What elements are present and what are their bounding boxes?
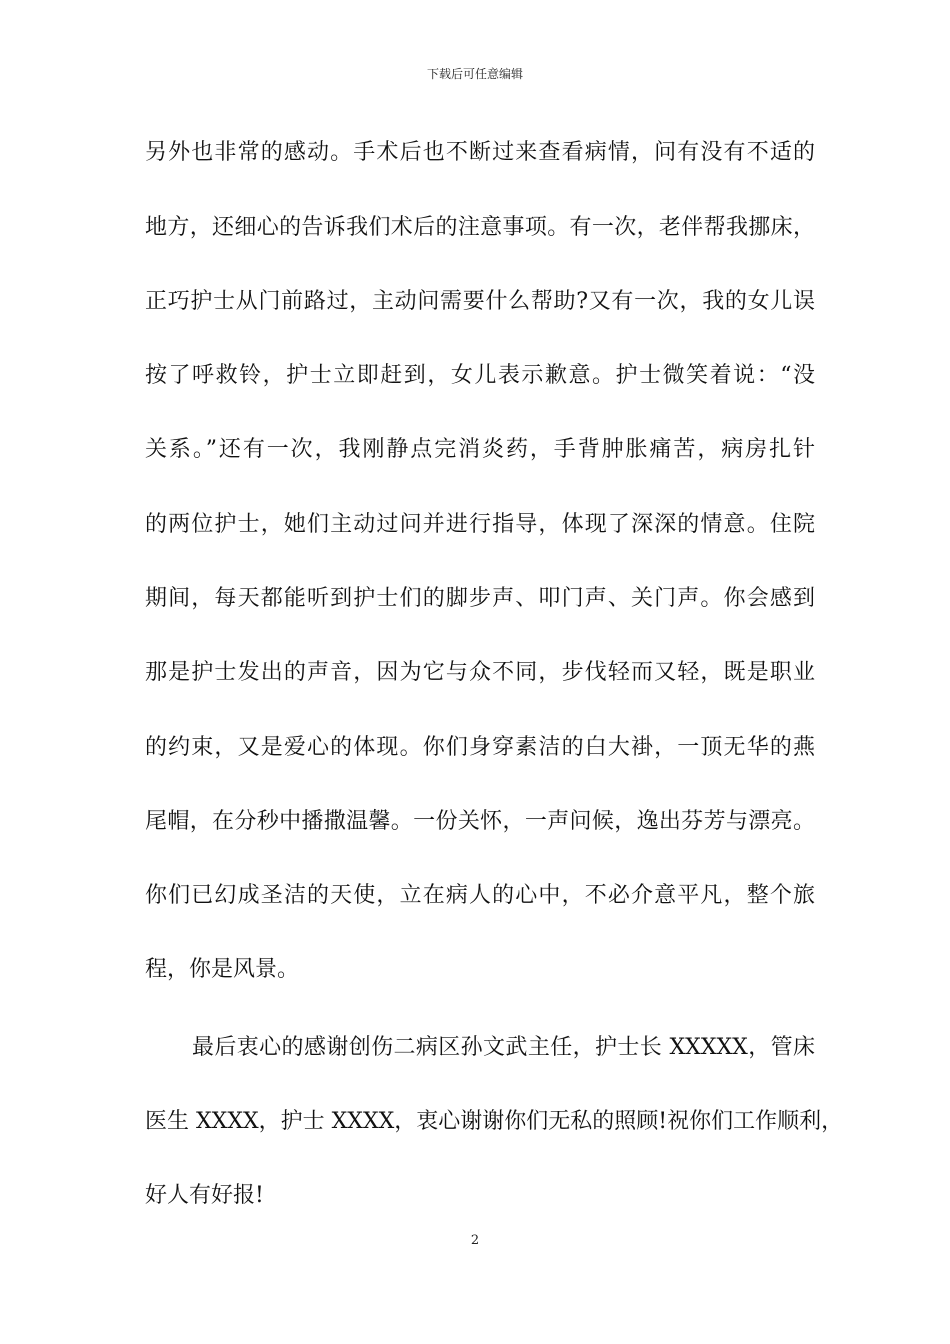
page-number: 2 <box>470 1233 480 1248</box>
text-line: 期间，每天都能听到护士们的脚步声、叩门声、关门声。你会感到 <box>145 586 815 611</box>
text-line: 按了呼救铃，护士立即赶到，女儿表示歉意。护士微笑着说：“没 <box>145 363 815 388</box>
text-line: 尾帽，在分秒中播撒温馨。一份关怀，一声问候，逸出芬芳与漂亮。 <box>145 809 815 834</box>
text-line: 的两位护士，她们主动过问并进行指导，体现了深深的情意。住院 <box>145 512 815 537</box>
text-line: 好人有好报! <box>145 1183 264 1208</box>
text-line: 你们已幻成圣洁的天使，立在病人的心中，不必介意平凡，整个旅 <box>145 883 815 908</box>
text-line: 关系。”还有一次，我刚静点完消炎药，手背肿胀痛苦，病房扎针 <box>145 437 815 462</box>
text-line: 医生 XXXX，护士 XXXX，衷心谢谢你们无私的照顾!祝你们工作顺利， <box>145 1109 844 1134</box>
text-line: 正巧护士从门前路过，主动问需要什么帮助?又有一次，我的女儿误 <box>145 289 815 314</box>
page-header: 下载后可任意编辑 <box>426 67 523 81</box>
text-line: 那是护士发出的声音，因为它与众不同，步伐轻而又轻，既是职业 <box>145 660 815 685</box>
text-line: 另外也非常的感动。手术后也不断过来查看病情，问有没有不适的 <box>145 140 815 165</box>
text-line: 的约束，又是爱心的体现。你们身穿素洁的白大褂，一顶无华的燕 <box>145 735 815 760</box>
text-line: 地方，还细心的告诉我们术后的注意事项。有一次，老伴帮我挪床， <box>145 215 815 240</box>
text-line: 最后衷心的感谢创伤二病区孙文武主任，护士长 XXXXX，管床 <box>192 1035 815 1060</box>
text-line: 程，你是风景。 <box>145 957 300 982</box>
